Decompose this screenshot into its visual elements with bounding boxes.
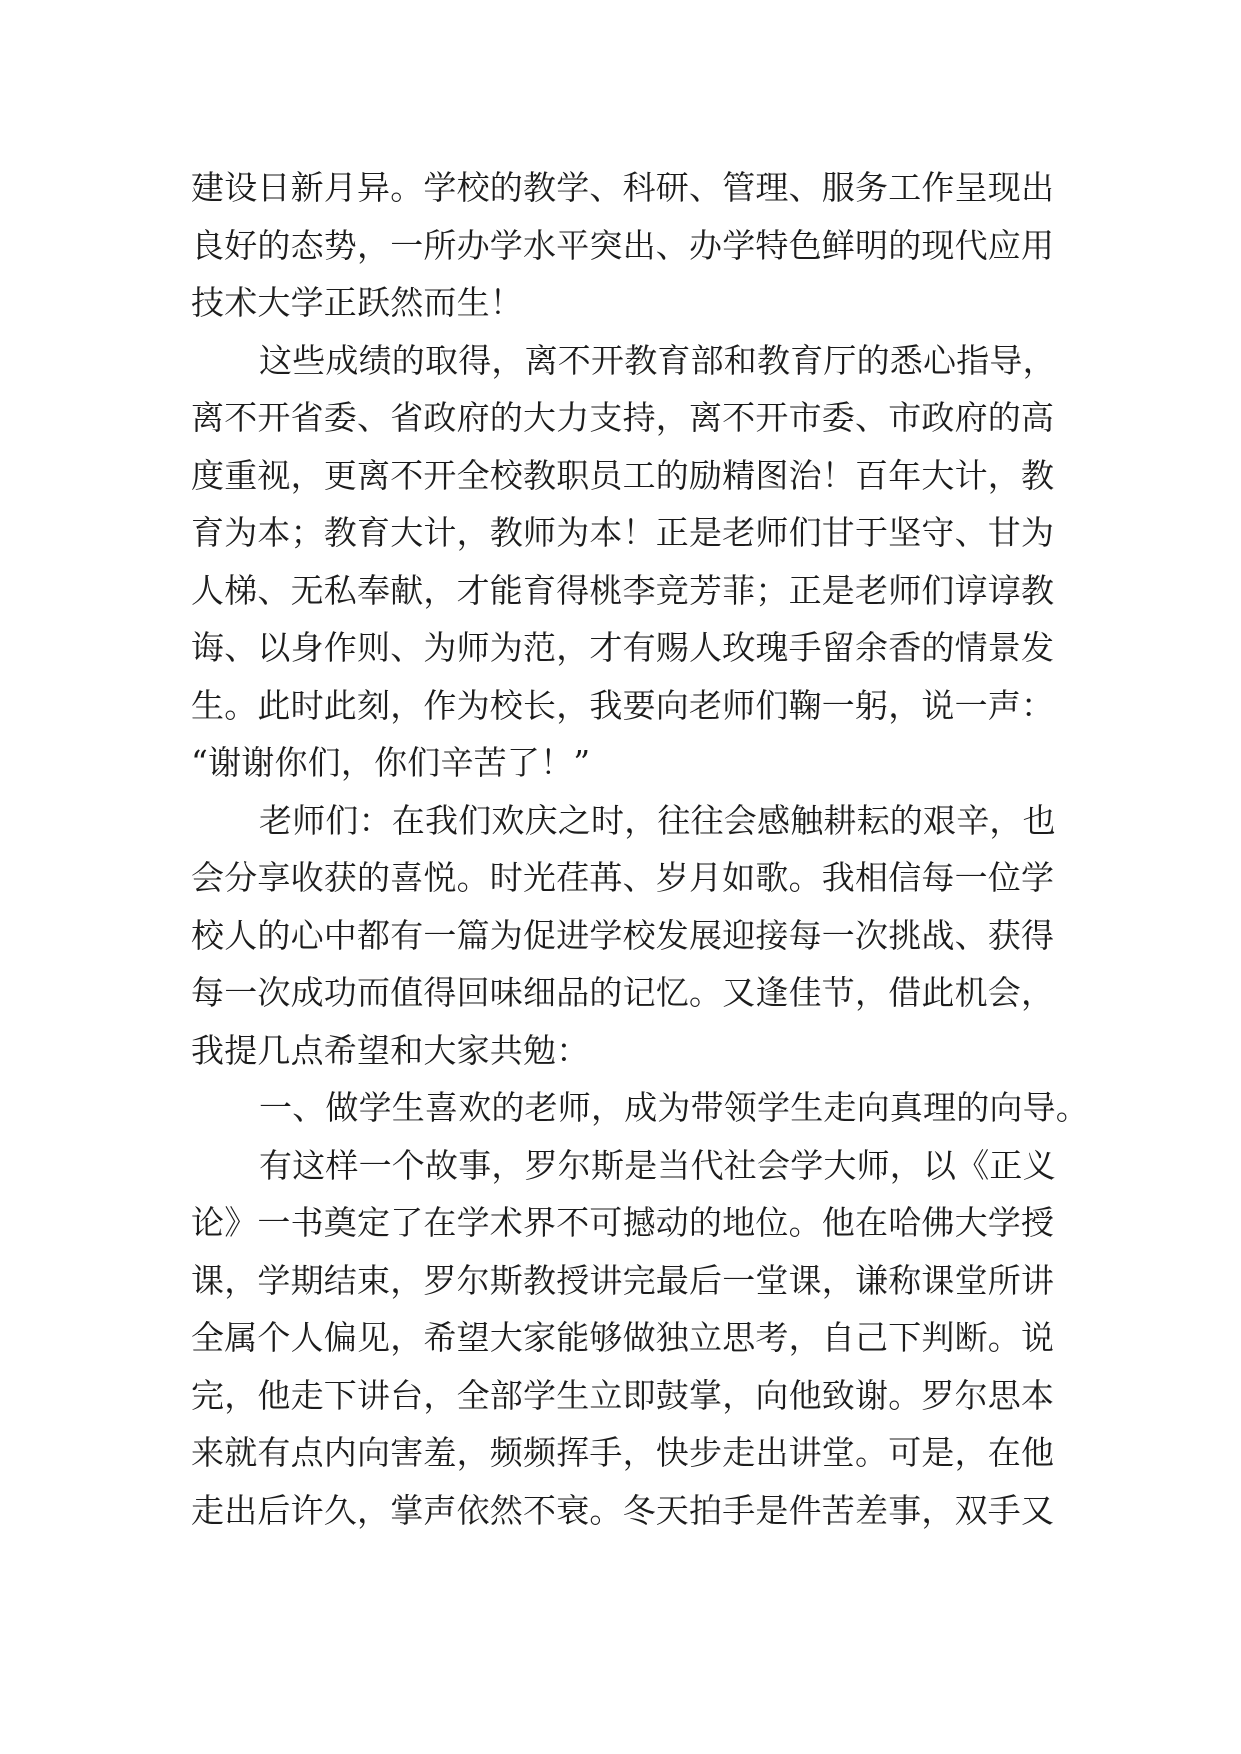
- text-line: 人梯、无私奉献，才能育得桃李竞芳菲；正是老师们谆谆教: [191, 570, 1055, 610]
- text-line: 来就有点内向害羞，频频挥手，快步走出讲堂。可是，在他: [191, 1433, 1055, 1472]
- text-line: 校人的心中都有一篇为促进学校发展迎接每一次挑战、获得: [191, 915, 1055, 955]
- text-line: 生。此时此刻，作为校长，我要向老师们鞠一躬，说一声：: [191, 685, 1055, 725]
- text-line: 全属个人偏见，希望大家能够做独立思考，自己下判断。说: [191, 1318, 1055, 1357]
- paragraph-first-line: 这些成绩的取得，离不开教育部和教育厅的悉心指导，: [259, 340, 1056, 380]
- document-body: [191, 159, 1089, 1539]
- section-heading-line: 一、做学生喜欢的老师，成为带领学生走向真理的向导。: [259, 1088, 1089, 1127]
- text-line: 每一次成功而值得回味细品的记忆。又逢佳节，借此机会，: [191, 973, 1055, 1012]
- text-line: 建设日新月异。学校的教学、科研、管理、服务工作呈现出: [191, 168, 1055, 207]
- text-line: 良好的态势，一所办学水平突出、办学特色鲜明的现代应用: [191, 225, 1055, 265]
- text-line: 课，学期结束，罗尔斯教授讲完最后一堂课，谦称课堂所讲: [191, 1260, 1055, 1300]
- paragraph-first-line: 老师们：在我们欢庆之时，往往会感触耕耘的艰辛，也: [259, 800, 1056, 840]
- text-line: 离不开省委、省政府的大力支持，离不开市委、市政府的高: [191, 398, 1055, 437]
- text-line: 会分享收获的喜悦。时光荏苒、岁月如歌。我相信每一位学: [191, 858, 1055, 897]
- text-line: 我提几点希望和大家共勉：: [191, 1030, 590, 1070]
- text-line: 走出后许久，掌声依然不衰。冬天拍手是件苦差事，双手又: [191, 1490, 1055, 1530]
- text-line: “谢谢你们，你们辛苦了！”: [191, 743, 591, 782]
- text-line: 技术大学正跃然而生！: [191, 283, 523, 322]
- text-line: 完，他走下讲台，全部学生立即鼓掌，向他致谢。罗尔思本: [191, 1375, 1055, 1415]
- text-line: 诲、以身作则、为师为范，才有赐人玫瑰手留余香的情景发: [191, 628, 1055, 667]
- text-line: 育为本；教育大计，教师为本！正是老师们甘于坚守、甘为: [191, 513, 1055, 552]
- text-line: 度重视，更离不开全校教职员工的励精图治！百年大计，教: [191, 455, 1055, 495]
- paragraph-first-line: 有这样一个故事，罗尔斯是当代社会学大师，以《正义: [259, 1145, 1056, 1185]
- text-line: 论》一书奠定了在学术界不可撼动的地位。他在哈佛大学授: [191, 1203, 1055, 1242]
